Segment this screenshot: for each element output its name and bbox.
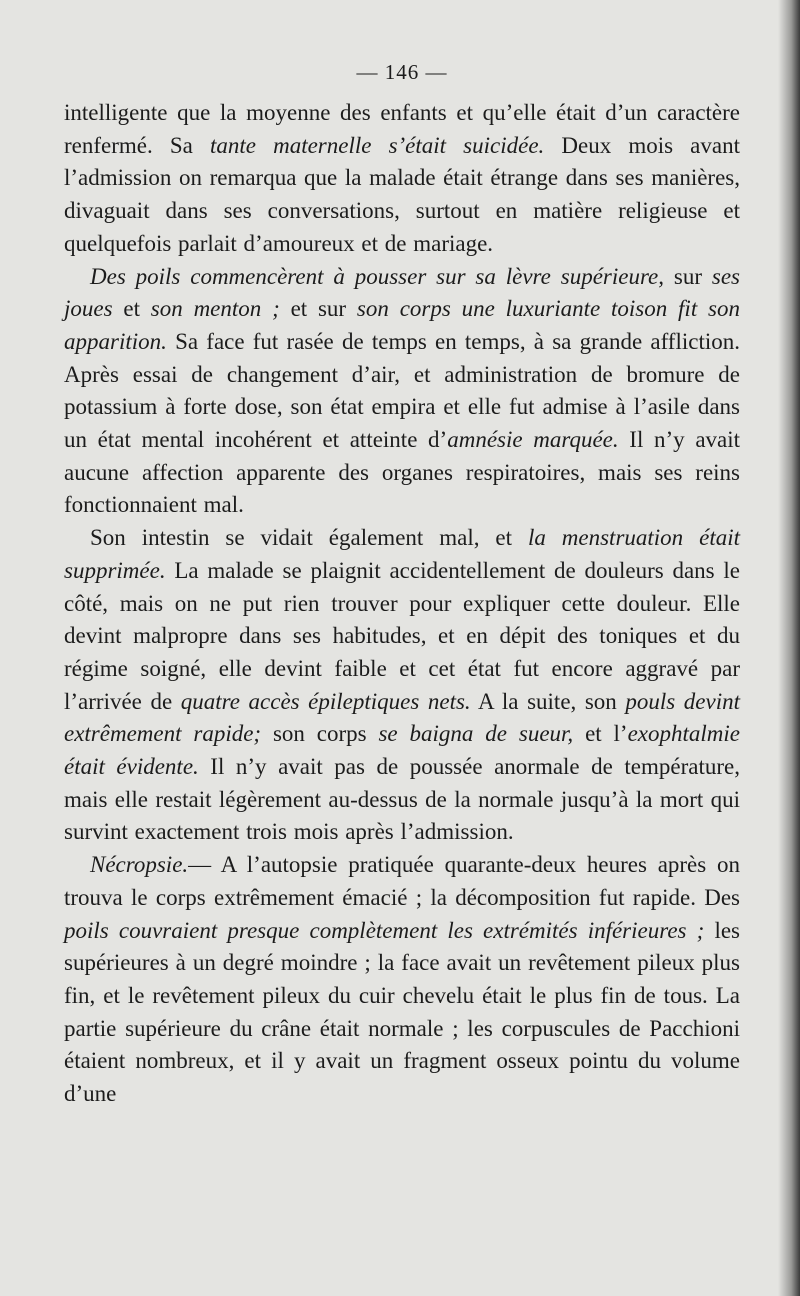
text-run: Il n’y avait pas de poussée anormale de température, mais elle restait légèrement au-dessus de la normale jusqu’à la mort qui survint exactement trois mois après l’admission.: [64, 754, 740, 845]
italic-run: la menstruation était supprimée.: [64, 525, 740, 583]
italic-run: ses joues: [64, 263, 740, 322]
italic-run: Nécropsie.: [90, 852, 189, 878]
italic-run: quatre accès épileptiques nets.: [180, 688, 471, 714]
paragraph-3: [64, 522, 740, 849]
italic-run: Des poils commencèrent à pousser sur sa lèvre supérieure,: [90, 263, 665, 289]
italic-run: exophtalmie était évidente.: [64, 721, 740, 780]
italic-run: son corps une luxuriante toison fit son apparition.: [64, 296, 740, 354]
text-run: A la suite, son: [470, 688, 626, 714]
text-run: et sur: [279, 296, 357, 322]
text-run: et l’: [573, 721, 628, 747]
text-run: sur: [664, 263, 712, 289]
italic-run: amnésie marquée.: [447, 427, 619, 453]
text-run: et: [112, 296, 151, 322]
italic-run: se baigna de sueur,: [378, 721, 574, 747]
paragraph-4: [64, 849, 740, 1111]
page-number: — 146 —: [356, 60, 448, 84]
text-run: — A l’autopsie pratiquée quarante-deux heures après on trouva le corps extrêmement émacié ; la décomposition fut rapide. Des: [64, 852, 740, 910]
italic-run: son menton ;: [150, 296, 280, 322]
paragraph-2: [64, 261, 740, 523]
text-run: Sa face fut rasée de temps en temps, à sa grande affliction. Après essai de changement d’air, et administration de bromure de potassium à forte dose, son état empira et elle fut admise à l’asile dans un état mental incohérent et atteinte d’: [64, 328, 740, 453]
text-run: Deux mois avant l’admission on remarqua que la malade était étrange dans ses manières, divaguait dans ses conversations, surtout en matière religieuse et quelquefois parlait d’amoureux et de mariage.: [64, 132, 740, 256]
text-run: Il n’y avait aucune affection apparente des organes respiratoires, mais ses reins fonctionnaient mal.: [64, 427, 741, 518]
body-text: [64, 97, 740, 1111]
paragraph-1: [64, 97, 740, 261]
italic-run: tante maternelle s’était suicidée.: [209, 132, 545, 158]
text-run: La malade se plaignit accidentellement de douleurs dans le côté, mais on ne put rien trouver pour expliquer cette douleur. Elle devint malpropre dans ses habitudes, et en dépit des toniques et du régime soigné, elle devint faible et cet état fut encore aggravé par l’arrivée de: [64, 557, 740, 714]
text-run: les supérieures à un degré moindre ; la face avait un revêtement pileux plus fin, et le revêtement pileux du cuir chevelu était le plus fin de tous. La partie supérieure du crâne était normale ; les corpuscules de Pacchioni étaient nombreux, et il y avait un fragment osseux pointu du volume d’une: [64, 917, 740, 1107]
text-run: Son intestin se vidait également mal, et: [90, 525, 528, 551]
italic-run: pouls devint extrêmement rapide;: [64, 688, 740, 747]
text-run: son corps: [261, 721, 379, 747]
italic-run: poils couvraient presque complètement les extrémités inférieures ;: [64, 917, 705, 943]
text-run: intelligente que la moyenne des enfants et qu’elle était d’un caractère renfermé. Sa: [64, 100, 740, 158]
page-edge-shadow: [778, 0, 800, 1296]
